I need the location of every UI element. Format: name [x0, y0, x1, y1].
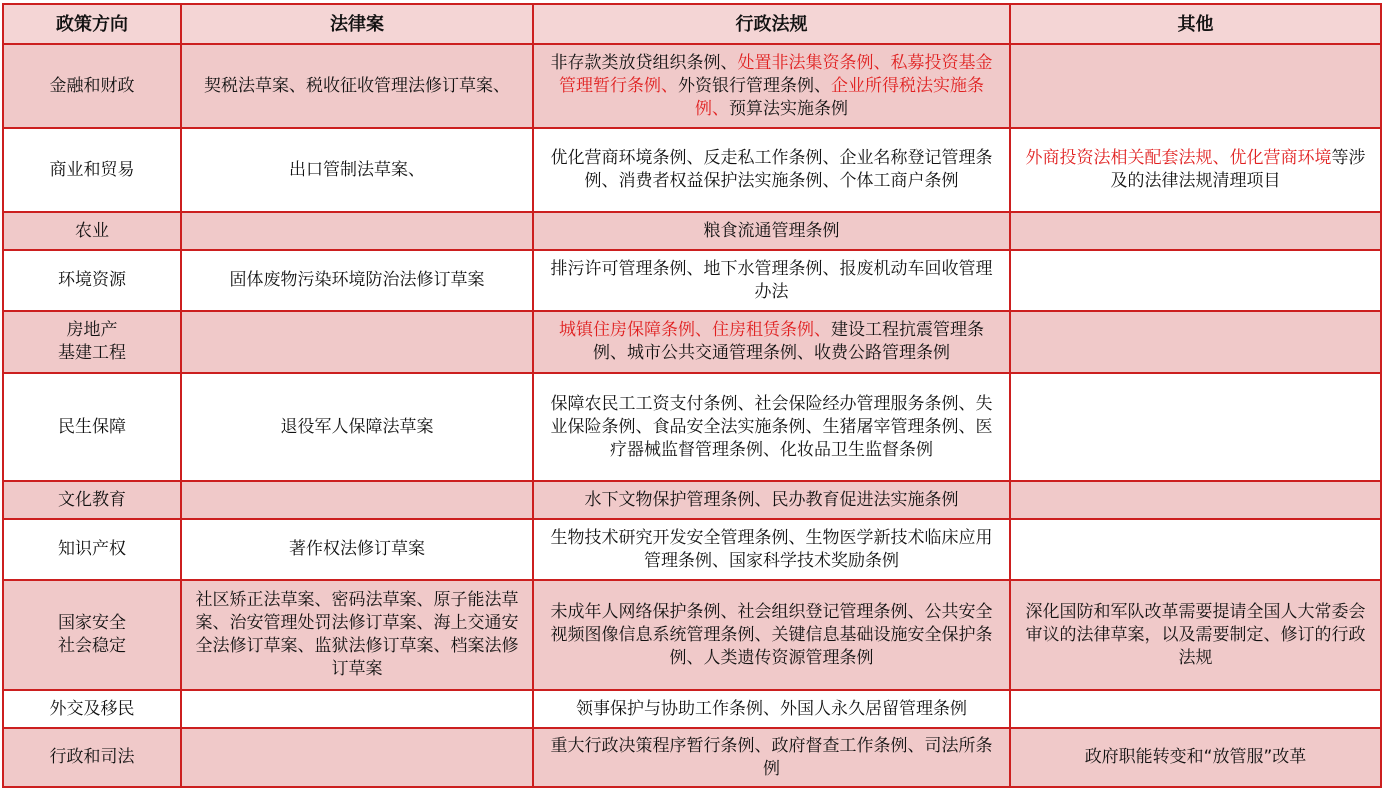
regulation-text: 粮食流通管理条例: [703, 220, 840, 241]
law-cell: [181, 519, 533, 580]
law-text: 社区矫正法草案、密码法草案、原子能法草案、治安管理处罚法修订草案、海上交通安全法修订草案、监狱法修订草案、档案法修订草案: [195, 590, 519, 679]
header-row: [3, 4, 1381, 44]
policy-table: [2, 3, 1382, 788]
regulation-text: 非存款类放贷组织条例、: [550, 52, 738, 73]
header-laws: 法律案: [181, 4, 533, 44]
policy-direction-cell: [3, 519, 181, 580]
regulation-cell: [533, 250, 1010, 311]
other-cell: [1010, 311, 1381, 373]
law-text: 著作权法修订草案: [289, 539, 425, 559]
law-cell: [181, 250, 533, 311]
policy-direction-cell: [3, 311, 181, 373]
law-cell: [181, 311, 533, 373]
law-cell: [181, 44, 533, 128]
regulation-cell: [533, 481, 1010, 519]
law-cell: [181, 728, 533, 787]
header-administrative-regulations: 行政法规: [533, 4, 1010, 44]
other-cell: [1010, 580, 1381, 690]
policy-direction-label: 农业: [75, 220, 109, 241]
table-row: [3, 690, 1381, 728]
other-cell: [1010, 519, 1381, 580]
other-cell: [1010, 44, 1381, 128]
highlighted-regulation-text: 城镇住房保障条例、住房租赁条例、: [559, 320, 831, 340]
other-cell: [1010, 481, 1381, 519]
policy-direction-label: 文化教育: [58, 489, 126, 510]
policy-direction-label: 金融和财政: [49, 75, 135, 96]
regulation-text: 预算法实施条例: [729, 98, 848, 119]
other-cell: [1010, 373, 1381, 481]
other-text: 政府职能转变和“放管服”改革: [1084, 747, 1307, 767]
policy-direction-cell: [3, 250, 181, 311]
policy-direction-label: 房地产: [66, 320, 118, 340]
policy-direction-cell: [3, 44, 181, 128]
law-text: 出口管制法草案、: [289, 159, 425, 180]
highlighted-regulation-text: 企业所得税法实施条例、: [695, 75, 984, 119]
highlighted-regulation-text: 处置非法集资条例、私募投资基金管理暂行条例、: [559, 52, 993, 96]
regulation-cell: [533, 44, 1010, 128]
regulation-text: 未成年人网络保护条例、社会组织登记管理条例、公共安全视频图像信息系统管理条例、关键信息基础设施安全保护条例、人类遗传资源管理条例: [550, 601, 993, 668]
policy-direction-label: 国家安全: [58, 613, 126, 633]
law-cell: [181, 690, 533, 728]
regulation-cell: [533, 690, 1010, 728]
law-cell: [181, 212, 533, 250]
policy-direction-label: 环境资源: [58, 270, 126, 290]
table-row: [3, 128, 1381, 212]
regulation-text: 重大行政决策程序暂行条例、政府督查工作条例、司法所条例: [550, 735, 993, 779]
policy-direction-cell: [3, 690, 181, 728]
table-row: [3, 250, 1381, 311]
table-row: [3, 519, 1381, 580]
policy-direction-label: 基建工程: [58, 343, 126, 363]
regulation-text: 保障农民工工资支付条例、社会保险经办管理服务条例、失业保险条例、食品安全法实施条例、生猪屠宰管理条例、医疗器械监督管理条例、化妆品卫生监督条例: [550, 393, 993, 460]
table-row: [3, 373, 1381, 481]
policy-direction-cell: [3, 481, 181, 519]
policy-direction-label: 行政和司法: [49, 747, 135, 767]
other-cell: [1010, 728, 1381, 787]
regulation-text: 排污许可管理条例、地下水管理条例、报废机动车回收管理办法: [550, 258, 993, 302]
policy-direction-label: 商业和贸易: [49, 159, 135, 180]
regulation-cell: [533, 212, 1010, 250]
law-text: 固体废物污染环境防治法修订草案: [229, 270, 485, 290]
other-cell: [1010, 250, 1381, 311]
regulation-cell: [533, 580, 1010, 690]
other-cell: [1010, 128, 1381, 212]
policy-direction-cell: [3, 373, 181, 481]
table-row: [3, 44, 1381, 128]
policy-direction-label: 社会稳定: [58, 636, 126, 656]
regulation-text: 优化营商环境条例、反走私工作条例、企业名称登记管理条例、消费者权益保护法实施条例、个体工商户条例: [550, 148, 993, 191]
regulation-cell: [533, 311, 1010, 373]
table-row: [3, 212, 1381, 250]
regulation-text: 外资银行管理条例、: [678, 75, 831, 96]
policy-direction-cell: [3, 212, 181, 250]
regulation-text: 领事保护与协助工作条例、外国人永久居留管理条例: [576, 698, 967, 719]
policy-direction-label: 外交及移民: [49, 698, 135, 719]
table-row: [3, 580, 1381, 690]
law-cell: [181, 580, 533, 690]
regulation-text: 生物技术研究开发安全管理条例、生物医学新技术临床应用管理条例、国家科学技术奖励条例: [550, 527, 993, 571]
policy-direction-cell: [3, 128, 181, 212]
law-cell: [181, 128, 533, 212]
table-row: [3, 481, 1381, 519]
regulation-text: 水下文物保护管理条例、民办教育促进法实施条例: [584, 489, 959, 510]
other-text: 深化国防和军队改革需要提请全国人大常委会审议的法律草案，以及需要制定、修订的行政法规: [1025, 601, 1366, 668]
table-row: [3, 311, 1381, 373]
law-cell: [181, 373, 533, 481]
law-text: 退役军人保障法草案: [280, 416, 434, 437]
other-text: 等涉及的法律法规清理项目: [1110, 148, 1366, 191]
header-other: 其他: [1010, 4, 1381, 44]
law-text: 契税法草案、税收征收管理法修订草案、: [204, 75, 510, 96]
policy-direction-label: 知识产权: [58, 539, 126, 559]
regulation-cell: [533, 728, 1010, 787]
header-policy-direction: 政策方向: [3, 4, 181, 44]
policy-direction-cell: [3, 580, 181, 690]
regulation-cell: [533, 128, 1010, 212]
regulation-cell: [533, 373, 1010, 481]
table-row: [3, 728, 1381, 787]
policy-direction-label: 民生保障: [58, 416, 126, 437]
regulation-cell: [533, 519, 1010, 580]
regulation-text: 建设工程抗震管理条例、城市公共交通管理条例、收费公路管理条例: [593, 320, 984, 363]
other-cell: [1010, 212, 1381, 250]
other-cell: [1010, 690, 1381, 728]
highlighted-other-text: 外商投资法相关配套法规、优化营商环境: [1025, 148, 1332, 168]
law-cell: [181, 481, 533, 519]
policy-direction-cell: [3, 728, 181, 787]
table-body: [3, 44, 1381, 787]
